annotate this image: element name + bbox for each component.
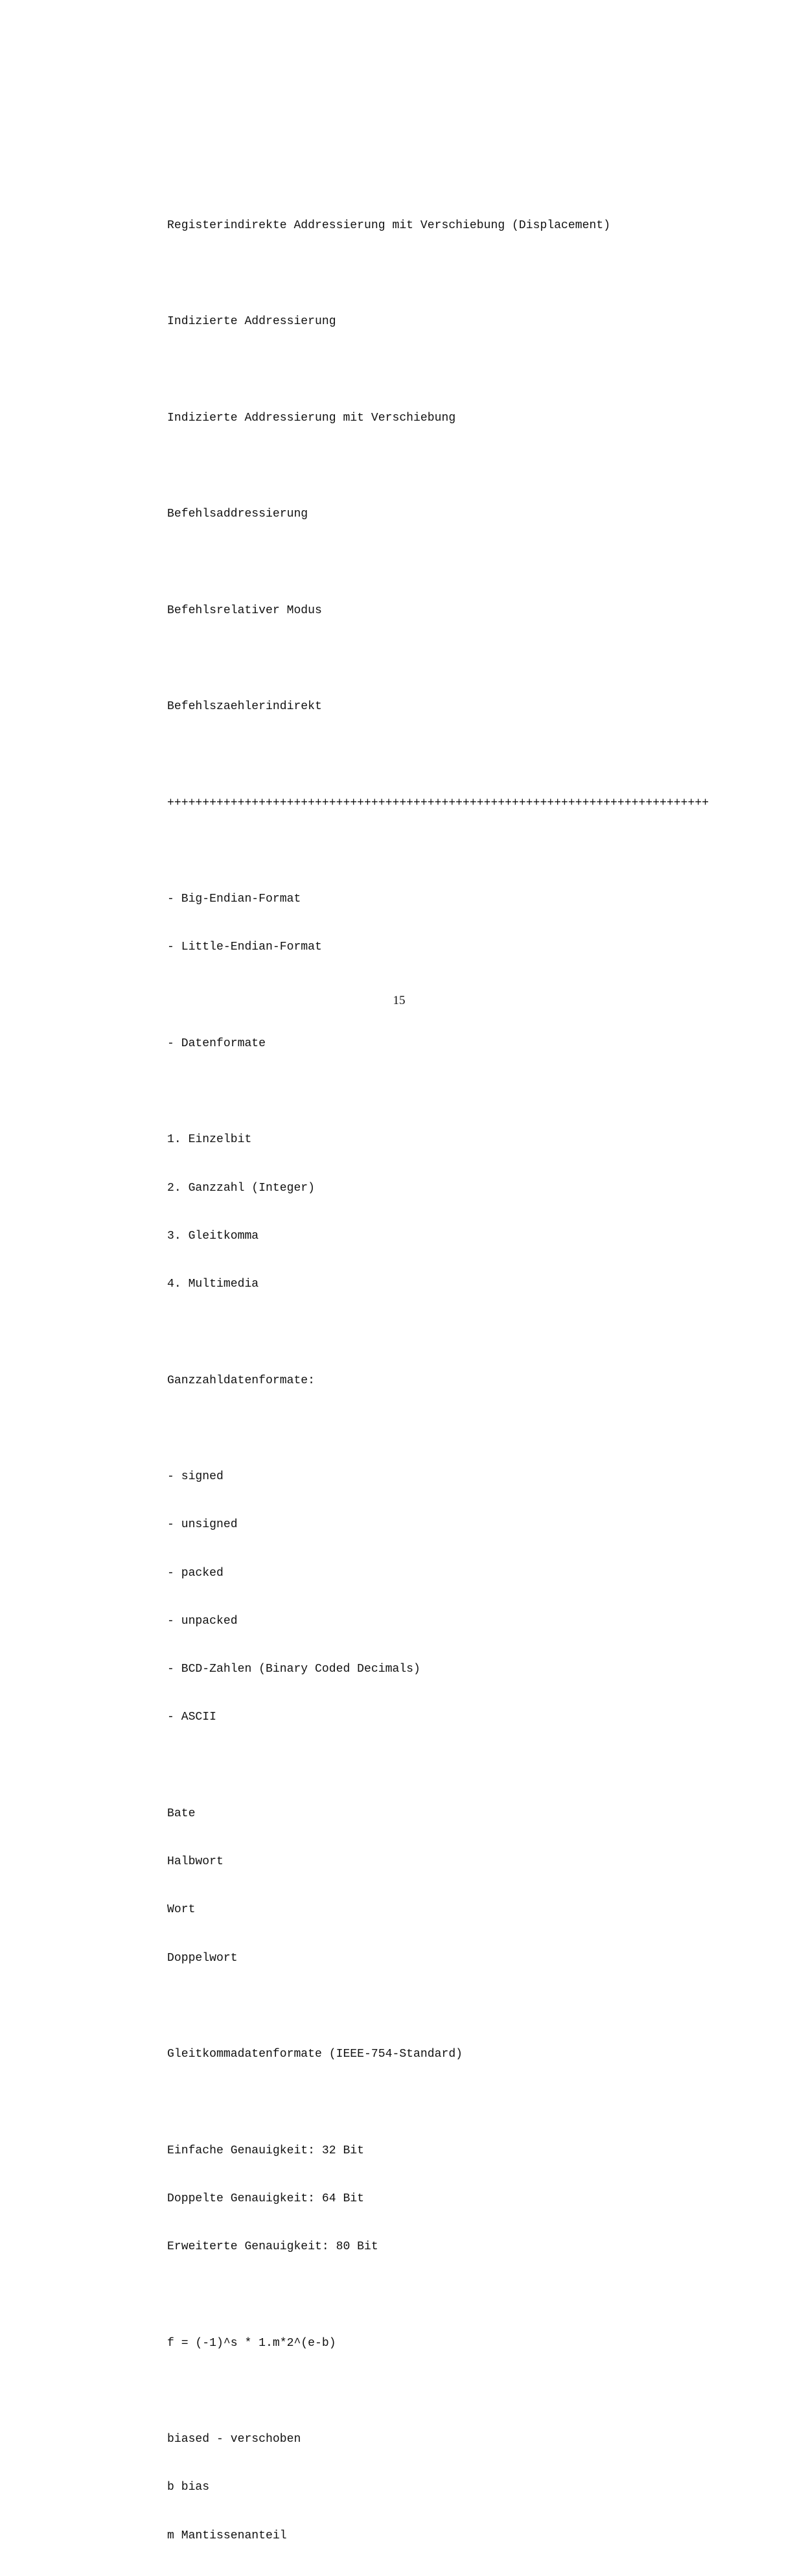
blank-line bbox=[167, 2383, 750, 2400]
list-item-data-formats: - Datenformate bbox=[167, 1036, 266, 1050]
blank-line bbox=[167, 458, 750, 474]
definition-biased: biased - verschoben bbox=[167, 2433, 301, 2446]
precision-extended: Erweiterte Genauigkeit: 80 Bit bbox=[167, 2240, 378, 2253]
size-item-byte: Bate bbox=[167, 1807, 196, 1820]
blank-line bbox=[167, 843, 750, 860]
heading-indexed-addressing: Indizierte Addressierung bbox=[167, 315, 336, 328]
page-body bbox=[167, 185, 750, 2576]
size-item-doubleword: Doppelwort bbox=[167, 1951, 238, 1965]
blank-line bbox=[167, 2094, 750, 2111]
blank-line bbox=[167, 1758, 750, 1774]
blank-line bbox=[167, 362, 750, 378]
list-item-signed: - signed bbox=[167, 1470, 224, 1483]
heading-integer-data-formats: Ganzzahldatenformate: bbox=[167, 1374, 316, 1387]
blank-line bbox=[167, 2287, 750, 2303]
blank-line bbox=[167, 747, 750, 763]
heading-instruction-addressing: Befehlsaddressierung bbox=[167, 508, 308, 521]
numbered-item-multimedia: 4. Multimedia bbox=[167, 1278, 259, 1291]
numbered-item-single-bit: 1. Einzelbit bbox=[167, 1133, 252, 1147]
numbered-item-integer: 2. Ganzzahl (Integer) bbox=[167, 1181, 316, 1195]
size-item-word: Wort bbox=[167, 1903, 196, 1917]
definition-mantissa: m Mantissenanteil bbox=[167, 2529, 287, 2542]
blank-line bbox=[167, 1324, 750, 1341]
list-item-unpacked: - unpacked bbox=[167, 1614, 238, 1628]
definition-bias: b bias bbox=[167, 2481, 210, 2494]
list-item-little-endian: - Little-Endian-Format bbox=[167, 941, 322, 954]
list-item-bcd: - BCD-Zahlen (Binary Coded Decimals) bbox=[167, 1663, 420, 1676]
blank-line bbox=[167, 1421, 750, 1437]
heading-instruction-relative-mode: Befehlsrelativer Modus bbox=[167, 603, 322, 617]
precision-double: Doppelte Genauigkeit: 64 Bit bbox=[167, 2192, 365, 2205]
blank-line bbox=[167, 1998, 750, 2015]
separator-plus-line: +++++++++++++++++++++++++++++++++++++++++++++++++++++++++++++++++++++++++++++ bbox=[167, 796, 709, 810]
formula-float-value: f = (-1)^s * 1.m*2^(e-b) bbox=[167, 2336, 336, 2350]
heading-register-indirect-displacement: Registerindirekte Addressierung mit Verschiebung (Displacement) bbox=[167, 218, 611, 232]
list-item-ascii: - ASCII bbox=[167, 1711, 217, 1724]
list-item-unsigned: - unsigned bbox=[167, 1518, 238, 1532]
size-item-halfword: Halbwort bbox=[167, 1855, 224, 1868]
heading-floating-point-formats: Gleitkommadatenformate (IEEE-754-Standard) bbox=[167, 2048, 463, 2061]
blank-line bbox=[167, 1084, 750, 1100]
blank-line bbox=[167, 651, 750, 667]
blank-line bbox=[167, 266, 750, 282]
list-item-big-endian: - Big-Endian-Format bbox=[167, 893, 301, 906]
numbered-item-floating-point: 3. Gleitkomma bbox=[167, 1229, 259, 1243]
list-item-packed: - packed bbox=[167, 1566, 224, 1580]
precision-single: Einfache Genauigkeit: 32 Bit bbox=[167, 2144, 365, 2157]
page-number: 15 bbox=[393, 994, 406, 1007]
heading-program-counter-indirect: Befehlszaehlerindirekt bbox=[167, 700, 322, 713]
blank-line bbox=[167, 554, 750, 570]
heading-indexed-addressing-displacement: Indizierte Addressierung mit Verschiebung bbox=[167, 411, 456, 425]
